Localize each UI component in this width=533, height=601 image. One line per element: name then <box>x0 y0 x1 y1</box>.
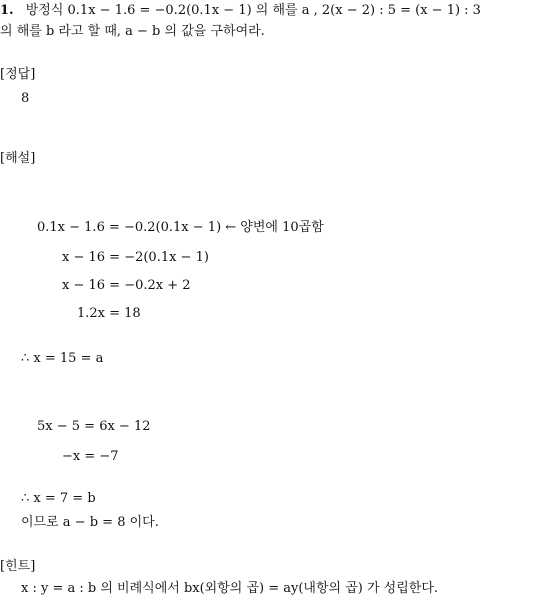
equation-step: −x = −7 <box>62 449 119 464</box>
result-b: ∴ x = 7 = b <box>21 491 96 506</box>
equation-step: x − 16 = −2(0.1x − 1) <box>62 250 209 265</box>
equation-step: x − 16 = −0.2x + 2 <box>62 278 191 293</box>
problem-text-1: 방정식 0.1x − 1.6 = −0.2(0.1x − 1) 의 해를 a , 2(x − 2) : 5 = (x − 1) : 3 <box>25 3 481 18</box>
problem-line-1 <box>0 2 481 20</box>
problem-number: 1. <box>0 3 14 18</box>
result-a: ∴ x = 15 = a <box>21 351 104 366</box>
hint-heading: [힌트] <box>0 559 36 574</box>
explanation-heading: [해설] <box>0 151 36 166</box>
equation-step: 0.1x − 1.6 = −0.2(0.1x − 1) ← 양변에 10곱함 <box>37 220 324 235</box>
equation-step: 5x − 5 = 6x − 12 <box>37 419 151 434</box>
conclusion: 이므로 a − b = 8 이다. <box>21 515 159 530</box>
problem-line-2: 의 해를 b 라고 할 때, a − b 의 값을 구하여라. <box>0 24 265 39</box>
answer-heading: [정답] <box>0 67 36 82</box>
equation-step: 1.2x = 18 <box>77 306 141 321</box>
answer-value: 8 <box>21 91 30 106</box>
hint-text: x : y = a : b 의 비례식에서 bx(외항의 곱) = ay(내항의 곱) 가 성립한다. <box>21 581 439 596</box>
